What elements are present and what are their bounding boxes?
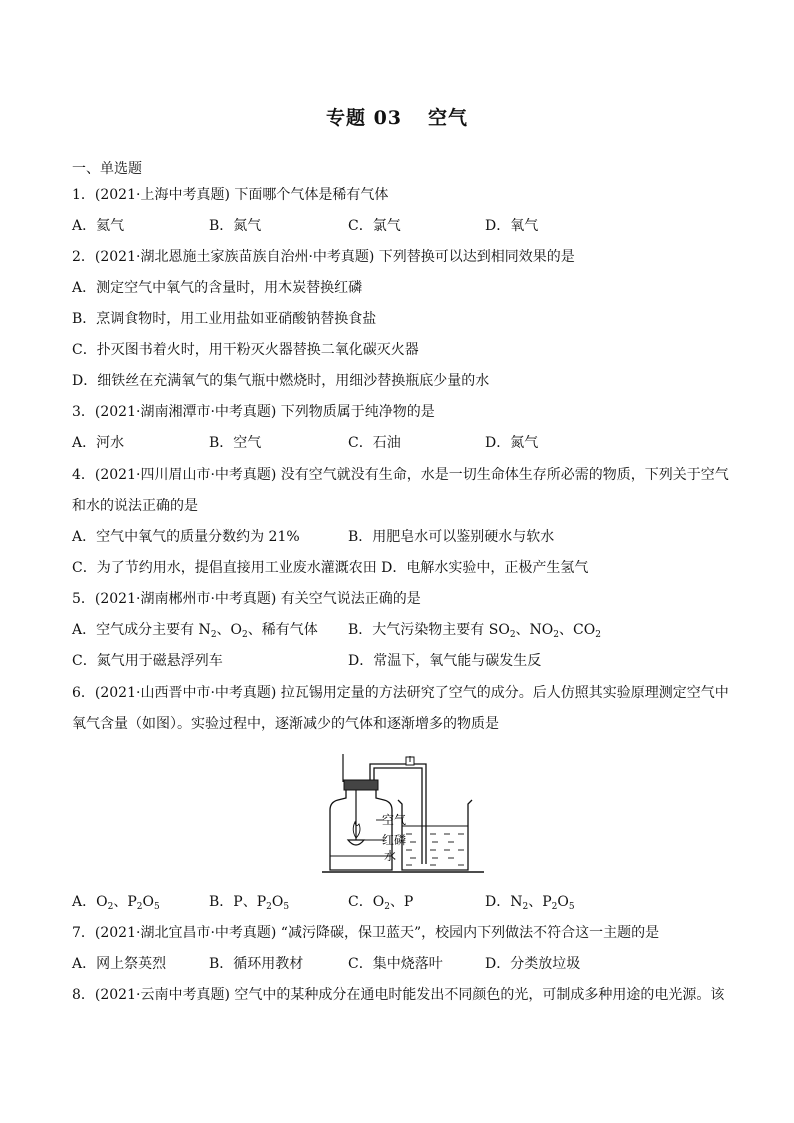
question-2-stem: 2．(2021·湖北恩施土家族苗族自治州·中考真题) 下列替换可以达到相同效果的是 <box>72 249 575 265</box>
q5-option-a: A．空气成分主要有 $N_2$、$O_2$、稀有气体 <box>72 622 318 640</box>
section-heading: 一、单选题 <box>72 161 142 177</box>
question-4-stem-line1: 4．(2021·四川眉山市·中考真题) 没有空气就没有生命，水是一切生命体生存所必需的物质，下列关于空气 <box>72 467 729 483</box>
question-6-stem-line2: 氧气含量（如图）。实验过程中，逐渐减少的气体和逐渐增多的物质是 <box>72 716 499 732</box>
question-6-stem-line1: 6．(2021·山西晋中市·中考真题) 拉瓦锡用定量的方法研究了空气的成分。后人仿照其实验原理测定空气中 <box>72 685 729 701</box>
q5-option-d: D．常温下，氧气能与碳发生反 <box>348 653 542 669</box>
experiment-apparatus-figure <box>318 752 488 876</box>
q4-option-c-d: C．为了节约用水，提倡直接用工业废水灌溉农田 D．电解水实验中，正极产生氢气 <box>72 560 589 576</box>
gas-collection-bottle <box>330 788 392 870</box>
q7-option-a: A．网上祭英烈 <box>72 956 167 972</box>
title-main: 空气 <box>428 107 469 129</box>
q7-option-d: D．分类放垃圾 <box>485 956 581 972</box>
q4-option-b: B．用肥皂水可以鉴别硬水与软水 <box>348 529 555 545</box>
flame-icon <box>353 822 360 838</box>
q4-option-a: A．空气中氧气的质量分数约为 21% <box>72 529 300 545</box>
q3-option-a: A．河水 <box>72 435 125 451</box>
q1-option-d: D．氧气 <box>485 218 539 234</box>
q6-option-a: A．$O_2$、$P_2O_5$ <box>72 894 160 912</box>
q1-option-c: C．氯气 <box>348 218 401 234</box>
q2-option-a: A．测定空气中氧气的含量时，用木炭替换红磷 <box>72 280 363 296</box>
page-title <box>0 103 794 130</box>
q7-option-b: B．循环用教材 <box>209 956 304 972</box>
q2-option-b: B．烹调食物时，用工业用盐如亚硝酸钠替换食盐 <box>72 311 377 327</box>
q7-option-c: C．集中烧落叶 <box>348 956 443 972</box>
q2-option-c: C．扑灭图书着火时，用干粉灭火器替换二氧化碳灭火器 <box>72 342 419 358</box>
q5-option-c: C．氮气用于磁悬浮列车 <box>72 653 223 669</box>
question-4-stem-line2: 和水的说法正确的是 <box>72 498 198 514</box>
q5-option-b: B．大气污染物主要有 $SO_2$、$NO_2$、$CO_2$ <box>348 622 601 640</box>
question-1-stem: 1．(2021·上海中考真题) 下面哪个气体是稀有气体 <box>72 187 389 203</box>
q6-option-b: B．P、$P_2O_5$ <box>209 894 290 912</box>
question-3-stem: 3．(2021·湖南湘潭市·中考真题) 下列物质属于纯净物的是 <box>72 404 435 420</box>
q3-option-b: B．空气 <box>209 435 262 451</box>
question-8-stem: 8．(2021·云南中考真题) 空气中的某种成分在通电时能发出不同颜色的光，可制成多种用途的电光源。该 <box>72 987 725 1003</box>
q3-option-c: C．石油 <box>348 435 401 451</box>
rubber-stopper <box>344 780 378 790</box>
q3-option-d: D．氮气 <box>485 435 539 451</box>
label-air: 空气 <box>382 813 407 827</box>
q6-option-d: D．$N_2$、$P_2O_5$ <box>485 894 575 912</box>
question-7-stem: 7．(2021·湖北宜昌市·中考真题) “减污降碳，保卫蓝天”，校园内下列做法不符合这一主题的是 <box>72 925 660 941</box>
q2-option-d: D．细铁丝在充满氧气的集气瓶中燃烧时，用细沙替换瓶底少量的水 <box>72 373 490 389</box>
beaker-water-hatching <box>406 834 464 865</box>
beaker <box>398 800 472 870</box>
q1-option-a: A．氦气 <box>72 218 125 234</box>
question-5-stem: 5．(2021·湖南郴州市·中考真题) 有关空气说法正确的是 <box>72 591 421 607</box>
q6-option-c: C．$O_2$、P <box>348 894 414 912</box>
combustion-spoon <box>348 840 364 845</box>
label-red-phosphorus: 红磷 <box>382 833 407 847</box>
label-water: 水 <box>384 849 397 863</box>
title-prefix: 专题 03 <box>325 107 403 129</box>
q1-option-b: B．氮气 <box>209 218 262 234</box>
